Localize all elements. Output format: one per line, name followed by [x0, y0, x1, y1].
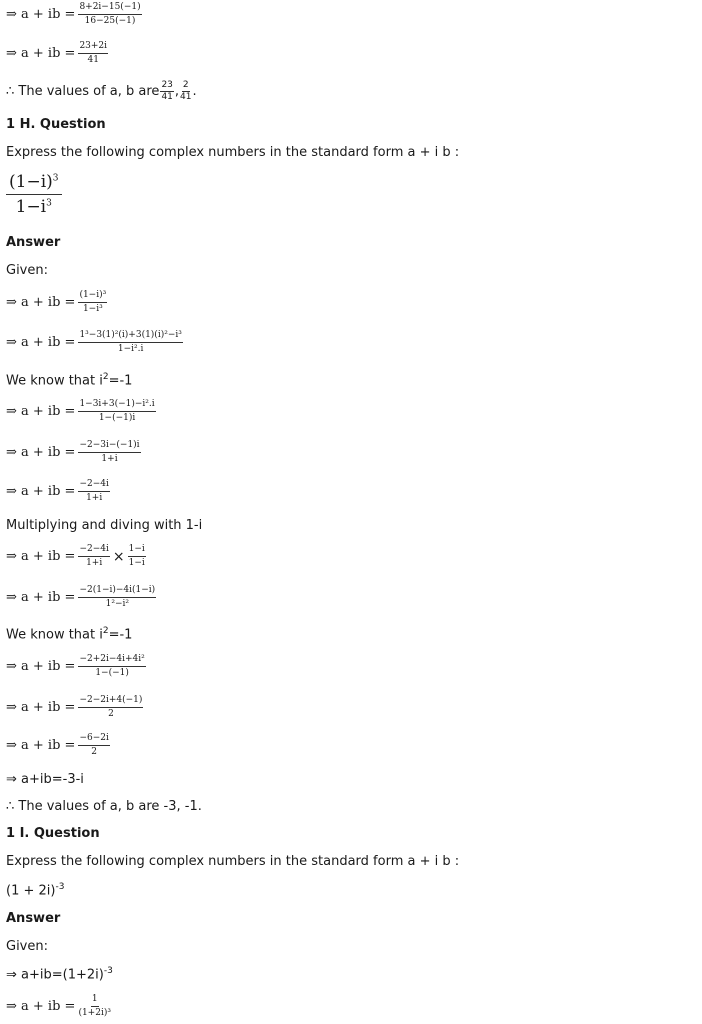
- equation-lhs: ⇒ a + ib =: [6, 549, 76, 564]
- equation-lhs: ⇒ a + ib =: [6, 295, 76, 310]
- equation-line: [6, 479, 110, 504]
- numerator: 1−i: [128, 544, 146, 557]
- note-main: We know that i: [6, 627, 103, 643]
- question-expression: [6, 882, 64, 898]
- equation-lhs: ⇒ a + ib =: [6, 445, 76, 460]
- given-label: Given:: [6, 939, 48, 954]
- numerator: −2−3i−(−1)i: [78, 440, 140, 453]
- denominator: 2: [91, 747, 98, 757]
- numerator: 2: [182, 80, 189, 90]
- equation-exponent: -3: [103, 966, 113, 976]
- separator: ,: [174, 84, 180, 99]
- numerator: −6−2i: [78, 733, 109, 746]
- given-label: Given:: [6, 263, 48, 278]
- numerator-base: (1−i): [9, 172, 53, 192]
- expression-exponent: -3: [55, 882, 65, 892]
- note-text: [6, 626, 132, 642]
- answer-heading: Answer: [6, 235, 61, 250]
- question-title: 1 I. Question: [6, 826, 100, 841]
- equation-line: [6, 330, 183, 355]
- fraction: [78, 695, 143, 720]
- fraction-a: [160, 80, 173, 103]
- note-rest: =-1: [108, 373, 133, 389]
- numerator: 23+2i: [78, 41, 108, 54]
- answer-heading: Answer: [6, 911, 61, 926]
- question-prompt: Express the following complex numbers in the standard form a + i b :: [6, 854, 460, 869]
- note-text: [6, 372, 132, 388]
- expression-base: (1 + 2i): [6, 883, 56, 899]
- numerator: 1³−3(1)²(i)+3(1)(i)²−i³: [78, 330, 182, 343]
- big-fraction: [6, 172, 62, 217]
- equation-lhs: ⇒ a + ib =: [6, 700, 76, 715]
- equation-lhs: ⇒ a + ib =: [6, 404, 76, 419]
- times-symbol: ×: [112, 548, 125, 565]
- note-main: We know that i: [6, 373, 103, 389]
- denominator: 1−i: [128, 558, 145, 568]
- question-prompt: Express the following complex numbers in the standard form a + i b :: [6, 145, 460, 160]
- result-line: ⇒ a+ib=-3-i: [6, 772, 84, 787]
- numerator: 1−3i+3(−1)−i².i: [78, 399, 155, 412]
- denominator: 1²−i²: [105, 599, 129, 609]
- denominator: 1−(−1)i: [98, 413, 136, 423]
- fraction: [78, 544, 109, 569]
- numerator: 23: [161, 80, 173, 90]
- note-exponent: 2: [102, 372, 109, 382]
- equation-line: [6, 585, 156, 610]
- numerator: 1: [91, 994, 99, 1007]
- fraction: [78, 290, 107, 315]
- numerator: −2−2i+4(−1): [78, 695, 143, 708]
- equation-main: ⇒ a+ib=(1+2i): [6, 967, 104, 983]
- denominator: (1+2i)³: [78, 1008, 111, 1018]
- equation-line: [6, 440, 141, 465]
- equation-line: [6, 654, 146, 679]
- denominator: 2: [108, 709, 114, 719]
- equation-lhs: ⇒ a + ib =: [6, 999, 76, 1014]
- denominator: 41: [180, 92, 192, 102]
- equation-line: [6, 2, 142, 27]
- denominator: 41: [161, 92, 173, 102]
- numerator: [6, 172, 62, 195]
- denominator: 1−(−1): [95, 668, 129, 678]
- denominator: 1+i: [86, 558, 103, 568]
- numerator: −2+2i−4i+4i²: [78, 654, 145, 667]
- conclusion-prefix: ∴ The values of a, b are: [6, 84, 160, 99]
- denominator-exponent: 3: [46, 198, 52, 209]
- denominator: 1−i³: [82, 304, 103, 314]
- denominator: 16−25(−1): [84, 16, 136, 26]
- equation-line: [6, 290, 107, 315]
- fraction: [78, 440, 140, 465]
- fraction: [78, 330, 182, 355]
- numerator: −2−4i: [78, 544, 109, 557]
- numerator-exponent: 3: [52, 173, 59, 184]
- note-rest: =-1: [108, 627, 133, 643]
- equation-lhs: ⇒ a + ib =: [6, 484, 76, 499]
- equation-lhs: ⇒ a + ib =: [6, 659, 76, 674]
- fraction: [78, 479, 109, 504]
- equation-lhs: ⇒ a + ib =: [6, 590, 76, 605]
- fraction: [78, 399, 155, 424]
- fraction-b: [180, 80, 191, 103]
- equation-lhs: ⇒ a + ib =: [6, 335, 76, 350]
- fraction: [78, 733, 109, 758]
- equation-line: [6, 966, 113, 982]
- equation-line: [6, 733, 110, 758]
- equation-line: [6, 695, 143, 720]
- numerator: 8+2i−15(−1): [78, 2, 141, 15]
- numerator: −2−4i: [78, 479, 109, 492]
- denominator: 1−i².i: [117, 344, 144, 354]
- fraction: [78, 585, 156, 610]
- numerator: −2(1−i)−4i(1−i): [78, 585, 156, 598]
- equation-lhs: ⇒ a + ib =: [6, 738, 76, 753]
- denominator: 41: [87, 55, 99, 65]
- fraction: [78, 994, 111, 1019]
- numerator: (1−i)³: [78, 290, 107, 303]
- equation-lhs: ⇒ a + ib =: [6, 7, 76, 22]
- step-description: Multiplying and diving with 1-i: [6, 518, 203, 533]
- note-exponent: 2: [102, 626, 109, 636]
- denominator: [16, 195, 52, 217]
- conclusion-text: [6, 80, 197, 103]
- fraction: [128, 544, 146, 569]
- equation-lhs: ⇒ a + ib =: [6, 46, 76, 61]
- fraction: [78, 2, 141, 27]
- equation-line: [6, 399, 156, 424]
- denominator: 1+i: [101, 454, 118, 464]
- equation-line: [6, 994, 111, 1019]
- question-title: 1 H. Question: [6, 117, 106, 132]
- equation-line: [6, 544, 146, 569]
- fraction: [78, 41, 108, 66]
- fraction: [78, 654, 145, 679]
- denominator-base: 1−i: [15, 197, 47, 217]
- equation-line: [6, 41, 108, 66]
- conclusion-suffix: .: [192, 84, 197, 99]
- denominator: 1+i: [86, 493, 103, 503]
- question-expression: [6, 172, 62, 217]
- conclusion-text: ∴ The values of a, b are -3, -1.: [6, 799, 202, 814]
